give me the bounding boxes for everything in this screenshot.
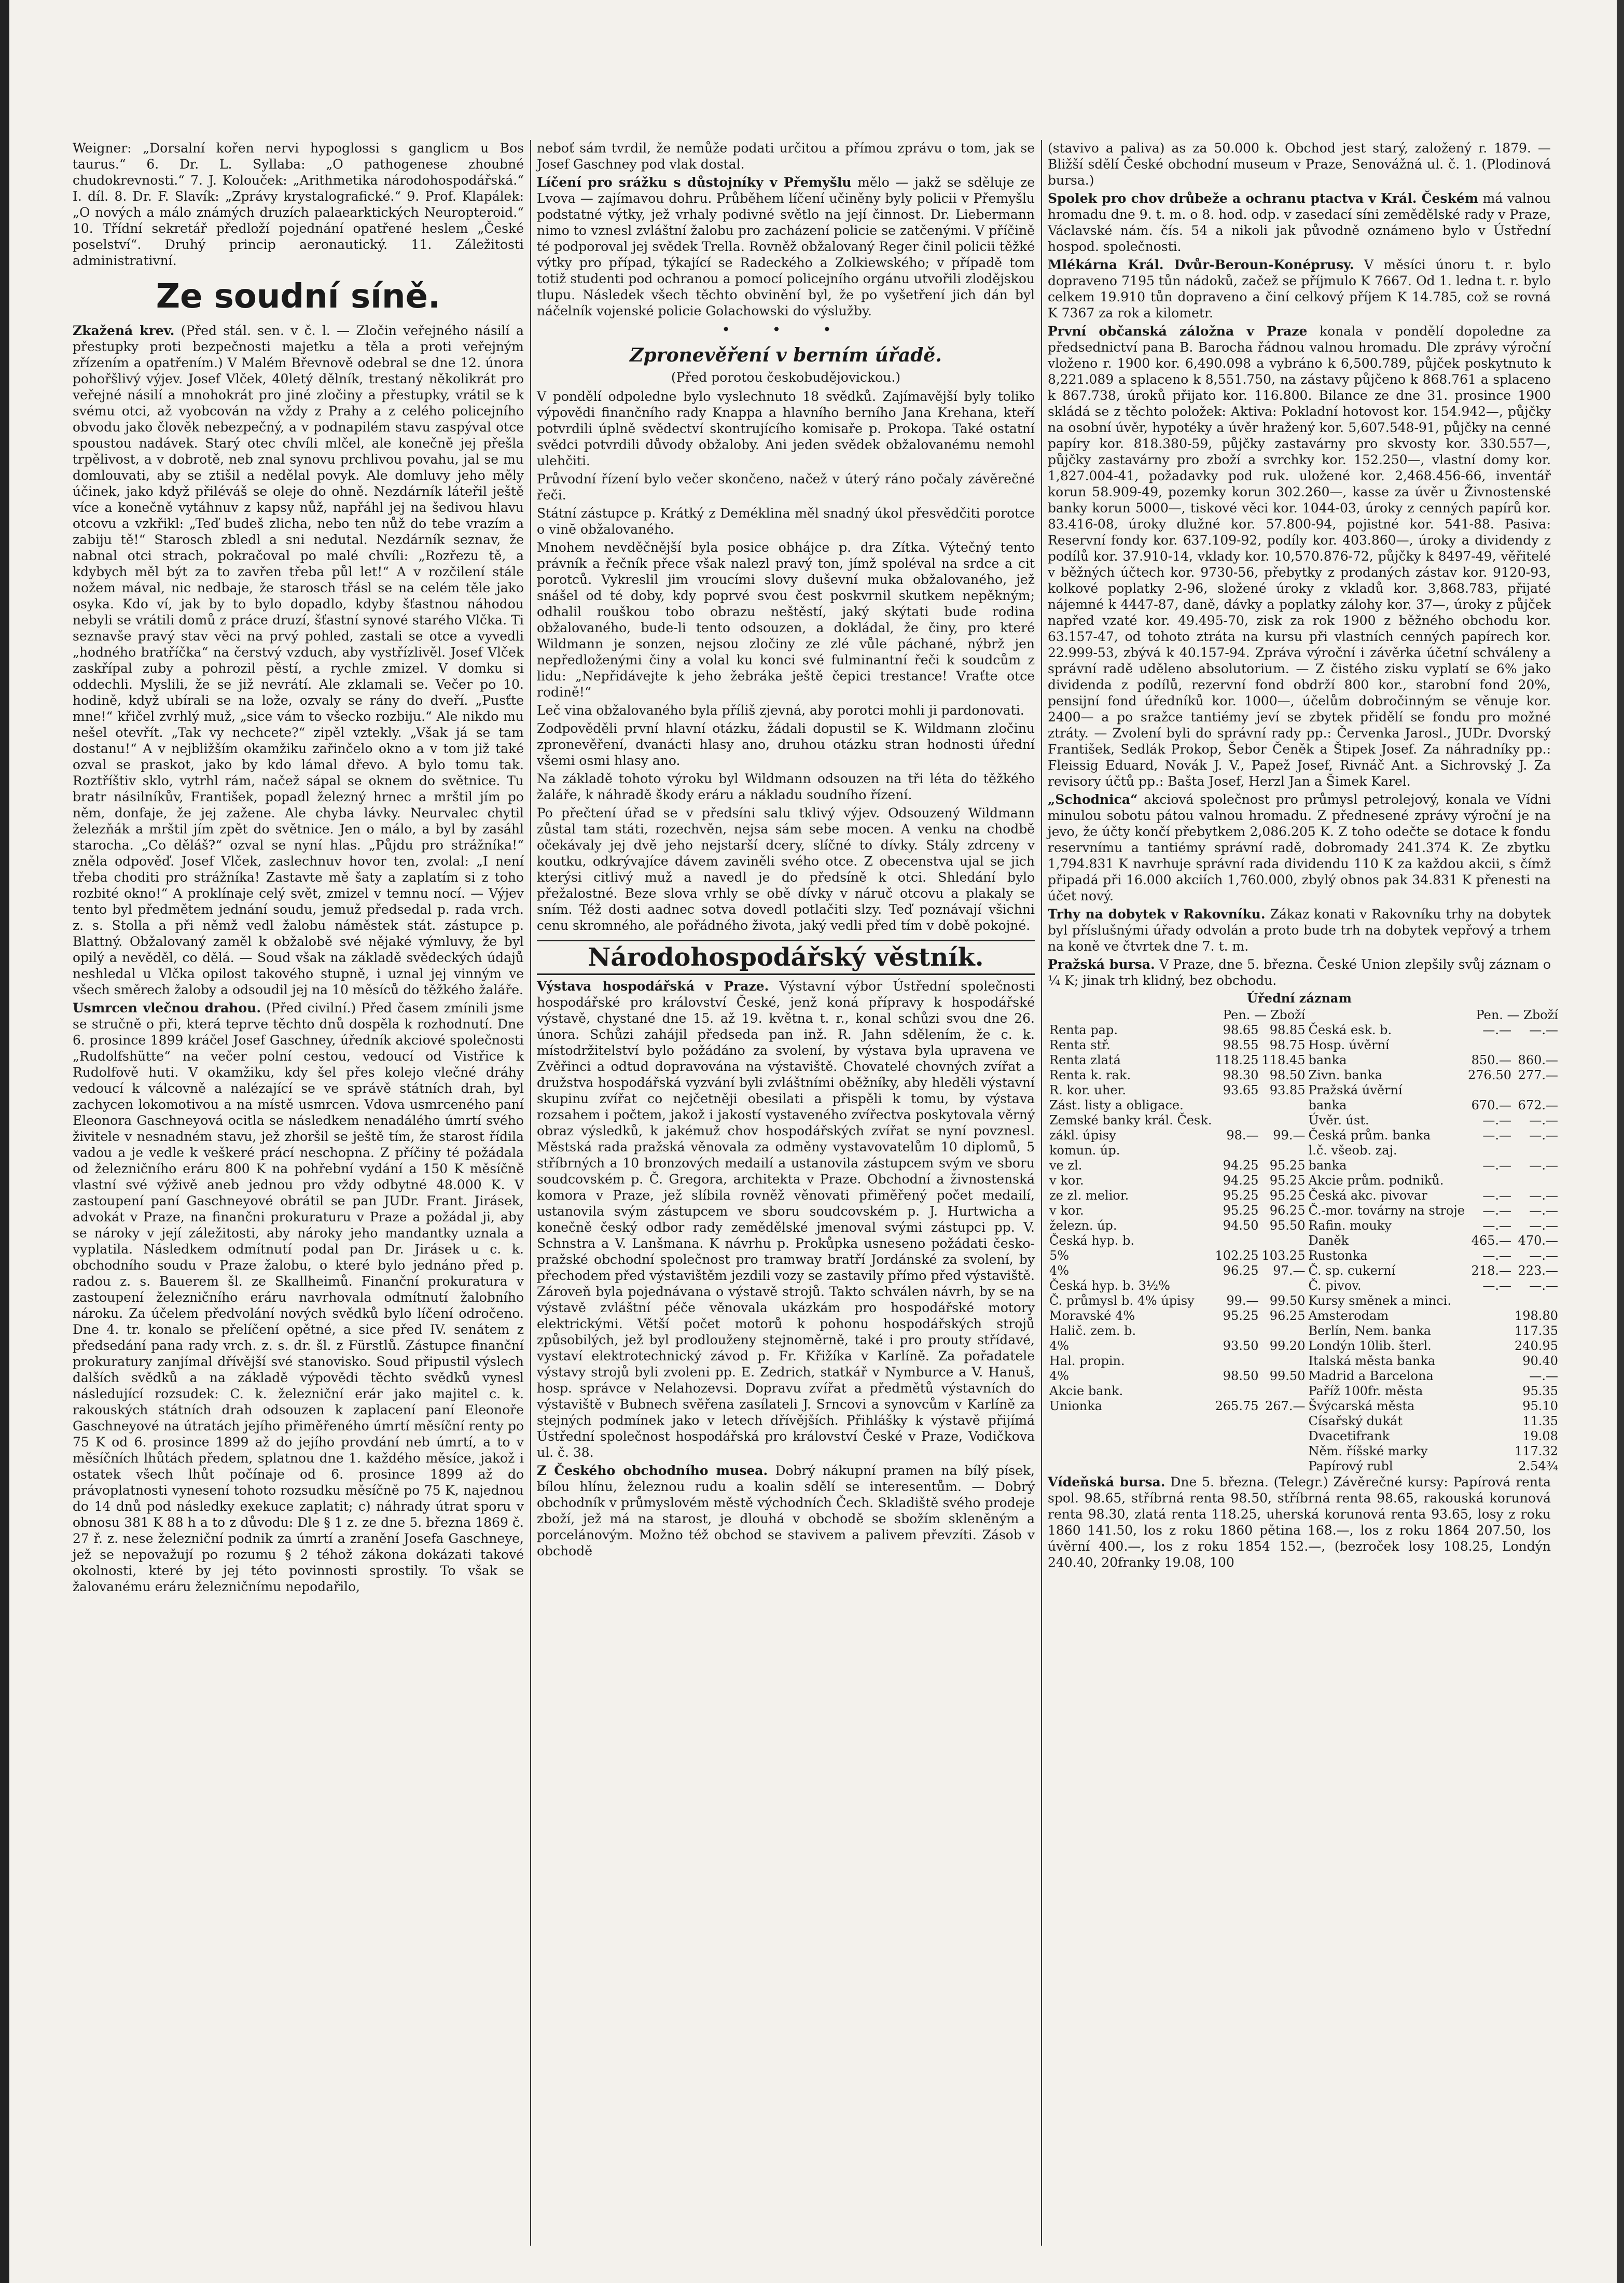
rates-cell: 11.35 (1522, 1414, 1558, 1428)
rates-cell: 94.50 (1223, 1218, 1259, 1233)
scan-right-edge (1617, 0, 1624, 2283)
rates-cell: 95.25 (1223, 1188, 1259, 1203)
rates-row (1048, 1203, 1560, 1218)
rates-row (1048, 1143, 1560, 1158)
rates-row (1048, 1429, 1560, 1444)
rates-cell: 99.— (1226, 1293, 1259, 1308)
rates-row (1048, 1293, 1560, 1308)
rates-cell: 102.25 (1215, 1248, 1259, 1263)
rates-cell (1466, 1444, 1513, 1459)
rates-cell: —.— (1529, 1218, 1558, 1233)
rates-cell: —.— (1529, 1369, 1558, 1383)
rates-cell: Zemské banky král. Česk. (1049, 1113, 1212, 1127)
rates-cell (1466, 1369, 1513, 1384)
rates-row (1048, 1113, 1560, 1128)
article-body: (Před civilní.) Před časem zmínili jsme se stručně o při, která teprve těchto dnů dospěla k rozhodnutí. Dne 6. prosince 1899 kráčel Josef Gaschney, úředník akciové společnosti „Rudolfshütte“ na večer polní cestou, vedoucí od Vistřice k Rudolfově huti. V okamžiku, kdy šel přes kolejo vlečné dráhy vedoucí k válcovně a nalézající se ve správě státních drah, byl zachycen lokomotivou a na místě usmrcen. Vdova usmrceného paní Eleonora Gaschneyová ocitla se následkem nenadálého úmrtí svého živitele v nesnadném stavu, jež zhoršil se ještě tím, že starost řídila vadou a je vedle k veškeré prácí neschopna. Z příčiny té požádala od železničního eráru 800 K na pohřební vydání a 150 K měsíčně vlastní své výživě aneb jednou pro vždy odbytné 48.000 K. V zastoupení paní Gaschneyové obrátil se pan JUDr. Frant. Jirásek, advokát v Praze, na finančni prokuraturu v Praze a požádal ji, aby se nároky v její záležitosti, aby nároky jeho mandantky uznala a vyplatila. Následkem odmítnutí podal pan Dr. Jirásek u c. k. obchodního soudu v Praze žalobu, o které bylo jednáno před p. radou z. s. Bauerem šl. ze Skallheimů. Finanční prokuratura v zastoupení železničního eráru navrhovala odmítnutí žalobního nároku. Za účelem předvolání nových svědků bylo líčení odročeno. Dne 4. tr. konalo se přelíčení opětné, a sice před IV. senátem z předsedání pana rady vrch. z. s. dr. šl. z Fürstlů. Zástupce finanční prokuratury zanjímal dřívější své stanovisko. Soud připustil výslech dalších svědků a na základě výpovědi těchto svědků vynesl následující rozsudek: C. k. železniční erár jako majitel c. k. rakouských státních drah odsouzen k zaplacení paní Eleonoře Gaschneyové na útratách jejího přiměřeného úmrtí měsíční renty po 75 K od 6. prosince 1899 až do jejího provdání neb úmrtí, a to v měsíčních lhůtách předem, splatnou dne 1. každého měsíce, jakož i ostatek všech lhůt počínaje od 6. prosince 1899 až do právoplatnosti vynesení tohoto rozsudku měsíčně po 75 K, najednou do 14 dnů pod následky exekuce zaplatit; c) náhrady útrat sporu v obnosu 381 K 88 h a to z důvodu: Dle § 1 z. ze dne 5. března 1869 č. 27 ř. z. nese železniční podnik za úmrtí a zranění Josefa Gaschneye, jež se nepovažují po rozumu § 2 téhož zákona dokázati takové okolnosti, které by jej této povinnosti sprostily. To však se žalovanému eráru železničnímu nepodařilo, (73, 1000, 524, 1594)
rates-cell: 103.25 (1261, 1248, 1306, 1263)
rates-cell: 118.45 (1261, 1053, 1306, 1067)
rates-cell: 118.25 (1215, 1053, 1259, 1067)
rates-cell: 94.25 (1223, 1173, 1259, 1188)
rates-cell: Italská města banka (1308, 1354, 1436, 1368)
rates-row (1048, 1278, 1560, 1293)
rates-cell: 670.— (1471, 1098, 1511, 1112)
article-continuation: (stavivo a paliva) as za 50.000 k. Obchod jest starý, založený r. 1879. — Bližší sdělí České obchodní museum v Praze, Senovážná ul. č. 1. (Plodinová bursa.) (1048, 141, 1551, 188)
rates-cell: 93.65 (1223, 1083, 1259, 1097)
rates-cell (1214, 1414, 1260, 1429)
rates-cell: —.— (1482, 1248, 1511, 1263)
rates-cell: —.— (1529, 1188, 1558, 1203)
rates-cell (1048, 1459, 1214, 1474)
rates-cell: Amsterodam (1308, 1308, 1389, 1323)
article-lead: Usmrcen vlečnou drahou. (73, 1000, 261, 1015)
rates-cell (1466, 1429, 1513, 1444)
rates-cell: 98.— (1226, 1128, 1259, 1143)
rates-table (1048, 1008, 1560, 1474)
article-lead: Z Českého obchodního musea. (537, 1463, 768, 1478)
article-body: (Před stál. sen. v č. l. — Zločin veřejného násilí a přestupky proti bezpečnosti majetku a těla a proti veřejným zřízením a opatřením.) V Malém Břevnově odebral se dne 12. února pohořšlivý výjev. Josef Vlček, 40letý dělník, trestaný několikrát pro veřejné násilí a mnohokrát pro jiné zločiny a přestupky, vrátil se k svému otci, až vyobcován na vždy z Prahy a z celého policejního obvodu jako člověk nebezpečný, a v podnapilém stavu zaspýval otce spoustou nadávek. Starý otec chvíli mlčel, ale konečně jej přešla trpělivost, a v dobrotě, neb znal synovu prchlivou povahu, jal se mu domlouvati, aby se ztišil a nedělal povyk. Ale domluvy jeho měly účinek, jako když přiléváš se oleje do ohně. Nezdárník láteřil ještě více a konečně vytáhnuv z kapsy nůž, napřáhl jej na šedivou hlavu otcovu a vzkřikl: „Teď budeš zlicha, nebo ten nůž do tebe vrazím a zabiju tě!“ Starosch zbledl a sni nedutal. Nezdárník seznav, že nabnal otci strach, pokračoval po malé chvíli: „Rozřezu tě, a kdybych měl být za to zavřen třeba půl let!“ A v rozčilení stále nožem mával, nic nedbaje, že starosch třásl se na celém těle jako osyka. Kdo ví, jak by to bylo dopadlo, kdyby šťastnou náhodou nebyli se vrátili domů z práce druzí, šťastní synové starého Vlčka. Ti seznavše pravý stav věci na prvý pohled, zastali se otce a vyvedli „hodného bratříčka“ na čerstvý vzduch, aby vystřízlivěl. Josef Vlček zaskřípal zuby a pohrozil pěstí, a rychle zmizel. V domku si oddechli. Myslili, že se již nevrátí. Ale zklamali se. Večer po 10. hodině, když ubírali se na lože, ozvaly se rány do dveří. „Pusťte mne!“ křičel zvrhlý muž, „sice vám to všecko rozbiju.“ Ale nikdo mu nešel otevřít. „Tak vy nechcete?“ zipěl vztekly. „Však já se tam dostanu!“ A v nejbližším okamžiku zařinčelo okno a v tom již také ozval se praskot, jako by kdo lámal dřevo. A bylo tomu tak. Roztříštiv sklo, vytrhl rám, načež sápal se oknem do světnice. Tu bratr násilníkův, František, popadl železný hrnec a mrštil jím po něm, donfaje, že jej zažene. Ale chyba lávky. Neurvalec chytil železňák a mrštil jím zpět do světnice. Jen o málo, a byl by zasáhl starocha. „Co děláš?“ ozval se nyní hlas. „Půjdu pro strážníka!“ zněla odpověď. Josef Vlček, zaslechnuv hovor ten, zvolal: „I není třeba choditi pro strážníka! Zastavte mě šaty a zaplatím si z toho rozbité okno!“ A proklínaje celý svět, zmizel v temnu nocí. — Výjev tento byl předmětem jednání soudu, jemuž předsedal p. rada vrch. z. s. Stolla a při němž vedl žalobu náměstek stát. zástupce p. Blattný. Obžalovaný zaměl k obžalobě své nějaké výmluvy, že byl opilý a nevěděl, co dělá. — Soud však na základě svědeckých údajů neshledal u Vlčka opilost takového stupně, i uznal jej vinným ve všech směrech žaloby a odsoudil jej na 10 měsíců do těžkého žaláře. (73, 323, 524, 997)
rates-row (1048, 1248, 1560, 1263)
column-rule (1041, 140, 1042, 2246)
rates-cell (1214, 1429, 1260, 1444)
rates-cell (1214, 1459, 1260, 1474)
rates-cell: banka (1308, 1053, 1347, 1067)
rates-cell: Zást. listy a obligace. (1049, 1098, 1184, 1112)
rates-cell: —.— (1529, 1158, 1558, 1173)
rates-cell: 117.32 (1515, 1444, 1558, 1458)
rates-cell: Č. sp. cukerní (1308, 1263, 1396, 1278)
rates-cell: ve zl. (1049, 1158, 1082, 1173)
rates-cell: Renta zlatá (1049, 1053, 1121, 1067)
article-lead: Zkažená krev. (73, 323, 175, 338)
rates-cell: Madrid a Barcelona (1308, 1369, 1434, 1383)
rates-cell: 223.— (1518, 1263, 1558, 1278)
rates-cell (1048, 1429, 1214, 1444)
rates-row (1048, 1038, 1560, 1053)
article-lead: Trhy na dobytek v Rakovníku. (1048, 907, 1266, 922)
rates-cell: Unionka (1049, 1399, 1103, 1413)
article-lead: „Schodnica“ (1048, 792, 1138, 807)
rates-cell: 99.50 (1269, 1293, 1306, 1308)
separator-stars: • • • (721, 321, 850, 338)
rates-cell: 19.08 (1522, 1429, 1558, 1443)
rates-cell: 267.— (1265, 1399, 1306, 1413)
rates-cell: 265.75 (1215, 1399, 1259, 1413)
rates-cell: 4% (1049, 1263, 1070, 1278)
rates-cell: komun. úp. (1049, 1143, 1120, 1158)
rates-cell (1260, 1354, 1307, 1369)
rates-cell: Švýcarská města (1308, 1399, 1415, 1413)
article-zalozna (1048, 323, 1551, 789)
article-videnska-bursa (1048, 1474, 1551, 1570)
article-lead: Pražská bursa. (1048, 957, 1155, 972)
article-prazska-bursa (1048, 956, 1551, 989)
rates-cell: 95.25 (1223, 1203, 1259, 1218)
rates-cell (1513, 1143, 1560, 1158)
rates-row (1048, 1083, 1560, 1098)
rates-cell: Rustonka (1308, 1248, 1368, 1263)
rates-cell: banka (1308, 1158, 1347, 1173)
rates-cell (1260, 1278, 1307, 1293)
rates-header-row (1048, 1008, 1560, 1023)
rates-cell (1466, 1354, 1513, 1369)
scan-left-edge (0, 0, 9, 2283)
article-body: akciová společnost pro průmysl petrolejový, konala ve Vídni minulou sobotu pátou valnou hromadu. Z přednesené zprávy výroční je na jevo, že účty končí přebytkem 2,086.205 K. Z toho odečte se dotace k fondu reservnímu a tantiémy správní radě, dobromady 241.374 K. Ze zbytku 1,794.831 K navrhuje správní rada dividendu 110 K za každou akcii, s čímž připadá při 16.000 akciích 1,760.000, zbylý obnos pak 34.831 K přenesti na účet nový. (1048, 792, 1551, 903)
rates-cell: l.č. všeob. zaj. (1308, 1143, 1397, 1158)
rates-cell: 93.50 (1223, 1339, 1259, 1353)
rates-row (1048, 1098, 1560, 1113)
heading-zpronevereni: Zpronevěření v berním úřadě. (630, 344, 942, 366)
article-body: má valnou hromadu dne 9. t. m. o 8. hod. odp. v zasedací síni zemědělské rady v Praze, Václavské nám. čís. 54 a nikoli jak původně oznámeno bylo v Ústřední hospod. společnosti. (1048, 191, 1551, 254)
rates-cell: 96.25 (1269, 1308, 1306, 1323)
rates-cell (1260, 1384, 1307, 1399)
rates-row (1048, 1188, 1560, 1203)
rates-cell: 95.25 (1269, 1188, 1306, 1203)
rates-cell: Londýn 10lib. šterl. (1308, 1339, 1432, 1353)
paragraph: Průvodní řízení bylo večer skončeno, načež v úterý ráno počaly závěrečné řeči. (537, 471, 1035, 503)
article-body: Výstavní výbor Ústřední společnosti hospodářské pro království České, jenž koná přípravy k hospodářské výstavě, chystané dne 15. až 19. května t. r., konal schůzi svou dne 26. února. Schůzi zahájil předseda pan inž. R. Jahn sdělením, že c. k. místodržitelství bylo požádáno za svolení, by výstava byla upravena ve Zvěřinci a odtud dopravována na výstaviště. Chovatelé chovných zvířat a družstva hospodářská vyzvání byli zvláštními oběžníky, aby hleděli výstavní skupinu zvířat co nejčetněji obesilati a přispěli k tomu, by výstava rozsahem i počtem, jakož i jakostí vystaveného zvířectva poskytovala věrný obraz výsledků, k jakémuž chov hospodářských zvířat se nyní povznesl. Městská rada pražská věnovala za odměny vystavovatelům 10 diplomů, 5 stříbrných a 10 bronzových medailí a ustanovila zástupcem svým ve sboru soudcovském p. Č. Gregora, architekta v Praze. Obchodní a živnostenská komora v Praze, jež slíbila rovněž věnovati přiměřený počet medailí, ustanovila svým zástupcem ve sboru soudcovském p. J. Hurtwicha a konečně český odbor rady zemědělské jmenoval svými zástupci pp. V. Schnstra a V. Lanšmana. K návrhu p. Prokůpka usneseno požádati česko-pražské obchodní společnost pro tramway bratří Jordánské za svolení, by přechodem před výstavištěm jezdili vozy se zastavily přímo před výstaviště. Zároveň byla pojednávana o výstavě strojů. Takto schválen návrh, by se na výstavě zvláštní péče věnovala ukázkám pro hospodářské motory elektrickými. Větší počet motorů k pohonu hospodářských strojů způsobilých, jež byl prodlouženy stejnoměrně, také i pro prouty střídavé, vystaví elektrotechnický závod p. Fr. Křižíka v Karlíně. Za pořadatele výstavy strojů byli zvoleni pp. E. Zedrich, statkář v Nymburce a V. Hanuš, hosp. správce v Nelahozevsi. Dopravu zvířat a předmětů výstavních do výstaviště v Bubnech svěřena zasílateli J. Srncovi a synovcům v Karlíně za stejných podmínek jako v letech dřívějších. Přihlášky k výstavě přijímá Ústřední společnost hospodářská pro království České v Praze, Vodičkova ul. č. 38. (537, 979, 1035, 1460)
paragraph: Mnohem nevděčnější byla posice obhájce p. dra Zítka. Výtečný tento právník a řečník přece však nalezl pravý ton, jímž spoléval na srdce a cit porotců. Vykreslil jim vroucími slovy duševní muka obžalovaného, jež snášel od té doby, kdy poprvé svou čest poskvrnil skutkem nepěkným; odhalil rouškou tobo obrazu neštěstí, jaký skýtati bude rodina obžalovaného, bude-li tento odsouzen, a dokládal, že činy, pro které Wildmann je sonzen, nejsou zločiny ze zlé vůle páchané, nýbrž jen nepředloženými činy a volal ku konci své fulminantní řeči k soudcům z lidu: „Nepřidávejte k jeho žebráka ještě čepici trestance! Vraťte otce rodině!“ (537, 540, 1035, 700)
rates-row (1048, 1068, 1560, 1083)
rates-cell: Moravské 4% (1049, 1308, 1135, 1323)
rates-cell: 95.25 (1269, 1158, 1306, 1173)
rates-cell (1466, 1324, 1513, 1339)
rates-cell: 94.25 (1223, 1158, 1259, 1173)
article-mlekarna (1048, 257, 1551, 321)
article-continuation: neboť sám tvrdil, že nemůže podati určitou a přímou zprávu o tom, jak se Josef Gaschney pod vlak dostal. (537, 141, 1035, 172)
rates-cell: banka (1308, 1098, 1347, 1112)
newspaper-page (73, 140, 1558, 2256)
rates-cell: Zivn. banka (1308, 1068, 1383, 1082)
rates-cell: Renta stř. (1049, 1038, 1111, 1052)
article-usmrcen (73, 1000, 524, 1595)
rates-cell: 95.25 (1223, 1308, 1259, 1323)
rates-cell: 98.75 (1269, 1038, 1306, 1052)
rates-cell (1466, 1384, 1513, 1399)
rates-cell (1260, 1324, 1307, 1339)
rates-cell: Něm. říšské marky (1308, 1444, 1428, 1458)
rates-cell: Papírový rubl (1308, 1459, 1393, 1473)
rates-row (1048, 1023, 1560, 1038)
rates-cell (1260, 1444, 1307, 1459)
rates-cell: 98.55 (1223, 1038, 1259, 1052)
rates-row (1048, 1354, 1560, 1369)
article-body: Zákaz konati v Rakovníku trhy na dobytek byl příslušnými úřady odvolán a proto bude trh na dobytek vepřový a trhem na koně ve čtvrtek dne 7. t. m. (1048, 907, 1551, 954)
rates-cell: Česká esk. b. (1308, 1023, 1392, 1037)
rates-cell (1214, 1113, 1260, 1128)
rates-cell: 276.50 (1468, 1068, 1511, 1082)
rates-cell: —.— (1482, 1128, 1511, 1143)
article-lead: První občanská záložna v Praze (1048, 324, 1308, 339)
rates-cell (1466, 1038, 1513, 1053)
rates-cell: 98.50 (1269, 1068, 1306, 1082)
rates-cell: Česká akc. pivovar (1308, 1188, 1427, 1203)
rates-cell (1260, 1459, 1307, 1474)
rates-row (1048, 1324, 1560, 1339)
article-lead: Spolek pro chov drůbeže a ochranu ptactva v Král. Českém (1048, 191, 1479, 206)
rates-cell (1466, 1339, 1513, 1354)
rates-cell (1260, 1429, 1307, 1444)
rates-cell: Renta k. rak. (1049, 1068, 1131, 1082)
article-body: Dne 5. března. (Telegr.) Závěrečné kursy: Papírová renta spol. 98.65, stříbrná renta 98.50, stříbrná renta 98.65, rakouská korunová renta 98.30, zlatá renta 118.25, uherská korunová renta 93.65, losy z roku 1860 141.50, los z roku 1860 pětina 168.—, los z roku 1864 207.50, los úvěrní 400.—, los z roku 1854 152.—, (bezroček losy 108.25, Londýn 240.40, 20franky 19.08, 100 (1048, 1474, 1551, 1570)
subheading-porota: (Před porotou českobudějovickou.) (671, 370, 901, 385)
rates-cell: Č.-mor. továrny na stroje (1308, 1203, 1465, 1218)
article-body: konala v pondělí dopoledne za předsednictví pana B. Barocha řádnou valnou hromadu. Dle zprávy výroční vloženo r. 1900 kor. 6,490.098 a vybráno k 6,500.789, půjček poskytnuto k 8,221.089 a splaceno k 8,551.750, na zástavy půjčeno k 868.761 a splaceno k 867.738, úroků přijato kor. 116.800. Bilance ze dne 31. prosince 1900 skládá se z těchto položek: Aktiva: Pokladní hotovost kor. 154.942—, půjčky na osobní úvěr, hypotéky a úvěr hražený kor. 5,607.548-91, půjčky na cenné papíry kor. 818.380-59, půjčky zastavárny pro skvosty kor. 330.557—, půjčky zastavárny pro zboží a svrchky kor. 152.250—, vlastní domy kor. 1,827.004-41, požadavky pod ruk. uložené kor. 2,468.456-66, inventář korun 58.909-49, pozemky korun 302.260—, kasse za úvěr u Živnostenské banky korun 5000—, tiskové věci kor. 1044-03, úroky z cenných papírů kor. 83.416-08, úroky dlužné kor. 57.800-94, pojistné kor. 541-88. Pasiva: Reservní fondy kor. 637.109-92, podíly kor. 403.860—, úroky a dividendy z podílů kor. 37.910-14, vklady kor. 10,570.876-72, půjčky k 8497-49, věřitelé v běžných účtech kor. 9730-56, přebytky z prodaných zástav kor. 9120-93, kolkové poplatky 2-96, složené úroky z vkladů kor. 3,868.783, přijaté nájemné k 4447-87, daně, dávky a poplatky zálohy kor. 37—, úroky z půjček napřed vzaté kor. 49.495-70, zisk za rok 1900 z běžného obchodu kor. 63.157-47, od tohoto ztráta na kursu při vlastních cenných papírech kor. 22.999-53, zbývá k 40.157-94. Zpráva výroční i závěrka účetní schváleny a správní radě uděleno absolutorium. — Z čistého zisku vyplatí se 6% jako dividenda z podílů, rezervní fond obdrží 800 kor., starobní fond 20%, pensijní fond úředníků kor. 1000—, účelům dobročinným se věnuje kor. 2400— a po sražce tantiémy jeví se zbytek přidělí se fondu pro možné ztráty. — Zvolení byli do správní rady pp.: Červenka Jarosl., JUDr. Dvorský František, Sedlák Prokop, Šebor Čeněk a Štipek Josef. Za náhradníky pp.: Fleissig Eduard, Novák J. V., Papež Josef, Rivnáč Ant. a Sichrovský J. Za revisory účtů pp.: Bašta Josef, Herzl Jan a Šimek Karel. (1048, 324, 1551, 789)
rates-cell (1260, 1414, 1307, 1429)
rates-cell: 860.— (1518, 1053, 1558, 1067)
article-lead: Líčení pro srážku s důstojníky v Přemyšlu (537, 175, 852, 190)
rates-cell: železn. úp. (1049, 1218, 1117, 1233)
rates-cell (1214, 1143, 1260, 1158)
rates-cell: Česká prům. banka (1308, 1128, 1431, 1143)
rates-row (1048, 1399, 1560, 1414)
paragraph: Na základě tohoto výroku byl Wildmann odsouzen na tři léta do těžkého žaláře, k náhradě škody eráru a nákladu soudního řízení. (537, 771, 1035, 802)
rates-row (1048, 1053, 1560, 1068)
rates-cell: Hal. propin. (1049, 1354, 1125, 1368)
rates-cell: —.— (1529, 1128, 1558, 1143)
rates-cell (1214, 1444, 1260, 1459)
rates-cell: 99.50 (1269, 1369, 1306, 1383)
section-heading-court: Ze soudní síně. (156, 277, 441, 316)
paragraph: Po přečtení úřad se v předsíni salu tklivý výjev. Odsouzený Wildmann zůstal tam státi, rozechvěn, nejsa sám sebe mocen. A venku na chodbě očekávaly jej dvě jeho nejstarší dcery, slíčné to dívky. Stály zdrceny v koutku, odkrývajíce dávem zaviněli svého otce. Z obecenstva ujal se jich kterýsi citlivý muž a navedl je do předsíně k otci. Shledání bylo přežalostné. Beze slova vrhly se obě dívky v náruč otcovu a plakaly se sním. Též dosti aadnec sotva dovedl potlačiti slzy. Teď poznávají všichni cenu skromného, ale pořádného života, jaký vedli před tím v době pokojné. (537, 805, 1035, 933)
article-premysl (537, 174, 1035, 319)
article-lead: Výstava hospodářská v Praze. (537, 979, 769, 994)
rates-cell: 117.35 (1515, 1324, 1558, 1338)
rates-row (1048, 1128, 1560, 1143)
rates-cell: 95.10 (1522, 1399, 1558, 1413)
column-2 (537, 140, 1035, 1561)
rates-cell: —.— (1482, 1158, 1511, 1173)
article-lead: Mlékárna Král. Dvůr-Beroun-Konéprusy. (1048, 257, 1354, 272)
rates-cell (1513, 1173, 1560, 1188)
rates-cell: 240.95 (1515, 1339, 1558, 1353)
rates-cell: Rafin. mouky (1308, 1218, 1392, 1233)
rates-cell (1214, 1354, 1260, 1369)
rates-cell: 98.50 (1223, 1369, 1259, 1383)
rates-row (1048, 1369, 1560, 1384)
paragraph: Leč vina obžalovaného byla příliš zjevná, aby porotci mohli ji pardonovati. (537, 703, 1024, 718)
paragraph: Zodpověděli první hlavní otázku, žádali dopustil se K. Wildmann zločinu zpronevěření, dvanácti hlasy ano, druhou otázku stran hodnosti úřední všemi osmi hlasy ano. (537, 721, 1035, 768)
rates-cell: zákl. úpisy (1049, 1128, 1116, 1143)
rates-title: Úřední záznam (1247, 991, 1352, 1006)
rates-cell: Císařský dukát (1308, 1414, 1403, 1428)
rates-cell (1466, 1308, 1513, 1324)
rates-cell: Paříž 100fr. města (1308, 1384, 1423, 1398)
rates-cell: Pražská úvěrní (1308, 1083, 1403, 1097)
rates-cell: 850.— (1471, 1053, 1511, 1067)
rates-row (1048, 1339, 1560, 1354)
rates-cell: 4% (1049, 1369, 1070, 1383)
rates-cell: 98.85 (1269, 1023, 1306, 1037)
rates-header: Pen. — Zboží (1223, 1008, 1306, 1022)
article-rakovnik (1048, 906, 1551, 954)
rates-cell (1260, 1233, 1307, 1248)
rates-cell (1466, 1083, 1513, 1098)
academy-intro: Weigner: „Dorsalní kořen nervi hypoglossi s ganglicm u Bos taurus.“ 6. Dr. L. Syllaba: „O pathogenese zhoubné chudokrevnosti.“ 7. J. Kolouček: „Arithmetika národohospodářská.“ I. díl. 8. Dr. F. Slavík: „Zprávy krystalografické.“ 9. Prof. Klapálek: „O nových a málo známých druzích palaearktických Neuropteroid.“ 10. Třídní sekretář předloží pojednání opatřené heslem „České poselství“. Druhý princip aeronautický. 11. Záležitosti administrativní. (73, 141, 524, 268)
rates-cell: —.— (1482, 1023, 1511, 1037)
rates-cell (1513, 1083, 1560, 1098)
rates-cell: 97.— (1273, 1263, 1306, 1278)
rates-cell: Česká hyp. b. 3½% (1049, 1278, 1170, 1293)
rates-cell (1214, 1384, 1260, 1399)
rates-cell (1513, 1038, 1560, 1053)
rates-body (1048, 1023, 1560, 1474)
rates-cell: Akcie bank. (1049, 1384, 1123, 1398)
rates-cell: 4% (1049, 1339, 1070, 1353)
rates-cell: —.— (1529, 1203, 1558, 1218)
rates-cell: 218.— (1471, 1263, 1511, 1278)
article-lead: Vídeňská bursa. (1048, 1474, 1165, 1489)
rates-cell: —.— (1482, 1113, 1511, 1127)
rates-cell: Úvěr. úst. (1308, 1113, 1369, 1127)
rates-cell: Hosp. úvěrní (1308, 1038, 1390, 1052)
column-3 (1048, 140, 1558, 1572)
rates-cell: —.— (1529, 1023, 1558, 1037)
rates-cell: —.— (1529, 1248, 1558, 1263)
rates-row (1048, 1263, 1560, 1278)
article-vystava (537, 978, 1035, 1460)
rates-row (1048, 1158, 1560, 1173)
column-1 (73, 140, 524, 1597)
rates-cell (1466, 1293, 1513, 1308)
rates-cell: 672.— (1518, 1098, 1558, 1112)
rates-cell (1260, 1143, 1307, 1158)
rates-cell: Kursy směnek a minci. (1308, 1293, 1451, 1308)
rates-cell: v kor. (1049, 1203, 1084, 1218)
rates-cell: Akcie prům. podniků. (1308, 1173, 1444, 1188)
rates-cell (1214, 1324, 1260, 1339)
article-body: mělo — jakž se sděluje ze Lvova — zajímavou dohru. Průběhem líčení učiněny byly policii v Přemyšlu podstatné výtky, jež vrhaly podivné světlo na její činnost. Dr. Liebermann nimo to vznesl zvláštní žalobu pro zacházení policie se zatčenými. V příčině té podporoval jej svědek Trella. Rovněž obžalovaný Reger činil policii těžké výtky pro případ, týkající se Radeckého a Zolkiewského; v případě tom totiž studenti pod ochranou a pomocí policejního orgánu utvořili zlodějskou tlupu. Následek všech těchto obvinění byl, že po vyšetření jich dán byl náčelník vojenské policie Golachowski do výslužby. (537, 175, 1035, 318)
rates-row (1048, 1233, 1560, 1248)
rates-cell: 96.25 (1223, 1263, 1259, 1278)
rates-cell: 90.40 (1522, 1354, 1558, 1368)
rates-cell: 93.85 (1269, 1083, 1306, 1097)
rates-cell (1260, 1098, 1307, 1113)
article-body: Dobrý nákupní pramen na bílý písek, bílou hlínu, železnou rudu a koalin sdělí se interesentům. — Dobrý obchodník v průmyslovém městě východních Čech. Skladiště svého prodeje zboží, jež má na starost, je dlouhá v obchodě se sbožím skleněným a porcelánovým. Možno též obchod se stavivem a palivem převzíti. Zásob v obchodě (537, 1463, 1035, 1558)
article-body: V měsíci únoru t. r. bylo dopraveno 7195 tůn nádoků, začež se příjmulo K 7667. Od 1. ledna t. r. bylo celkem 19.910 tůn dopraveno a činí celkový příjem K 14.785, což se rovná K 7367 za rok a kilometr. (1048, 257, 1551, 321)
rates-cell: —.— (1529, 1113, 1558, 1127)
rates-cell: 5% (1049, 1248, 1070, 1263)
rates-cell: Renta pap. (1049, 1023, 1118, 1037)
rates-cell (1214, 1233, 1260, 1248)
article-schodnica (1048, 791, 1551, 904)
rates-cell (1048, 1444, 1214, 1459)
rates-cell: Halič. zem. b. (1049, 1324, 1136, 1338)
paragraph: V pondělí odpoledne bylo vyslechnuto 18 svědků. Zajímavější byly toliko výpovědi finančního rady Knappa a hlavního berního Jana Krehana, kteří potvrdili úplně svědectví skontrujícího komisaře p. Prokopa. Také ostatní svědci potvrdili důvody obžaloby. Ani jeden svědek obžalovanému nemohl ulehčiti. (537, 389, 1035, 468)
rates-cell (1466, 1399, 1513, 1414)
rates-cell: 95.25 (1269, 1173, 1306, 1188)
rates-cell: R. kor. uher. (1049, 1083, 1126, 1097)
rates-cell (1513, 1293, 1560, 1308)
rates-row (1048, 1414, 1560, 1429)
rates-cell (1048, 1414, 1214, 1429)
paragraph: Státní zástupce p. Krátký z Deméklina měl snadný úkol přesvědčiti porotce o vinĕ obžalovaného. (537, 506, 1035, 537)
heading-narodohospodarsky: Národohospodářský věstník. (537, 940, 1035, 975)
article-body: V Praze, dne 5. března. České Union zlepšily svůj záznam o ¼ K; jinak trh klidný, bez obchodu. (1048, 957, 1551, 988)
rates-cell: ze zl. melior. (1049, 1188, 1129, 1203)
rates-cell: —.— (1482, 1278, 1511, 1293)
rates-cell (1466, 1143, 1513, 1158)
rates-cell: 470.— (1518, 1233, 1558, 1248)
rates-cell (1466, 1414, 1513, 1429)
rates-row (1048, 1384, 1560, 1399)
rates-cell: —.— (1482, 1218, 1511, 1233)
rates-cell: Česká hyp. b. (1049, 1233, 1134, 1248)
rates-row (1048, 1444, 1560, 1459)
rates-cell (1214, 1278, 1260, 1293)
rates-cell: Č. pivov. (1308, 1278, 1362, 1293)
rates-cell: 99.— (1273, 1128, 1306, 1143)
rates-cell: 98.30 (1223, 1068, 1259, 1082)
rates-cell: —.— (1529, 1278, 1558, 1293)
rates-header: Pen. — Zboží (1476, 1008, 1558, 1022)
rates-cell: Č. průmysl b. 4% úpisy (1049, 1293, 1195, 1308)
rates-cell: —.— (1482, 1188, 1511, 1203)
rates-cell: 95.50 (1269, 1218, 1306, 1233)
rates-cell: —.— (1482, 1203, 1511, 1218)
rates-row (1048, 1308, 1560, 1324)
article-museum (537, 1463, 1035, 1559)
rates-cell (1214, 1098, 1260, 1113)
rates-cell: Berlín, Nem. banka (1308, 1324, 1432, 1338)
article-spolek (1048, 190, 1551, 255)
rates-cell: 198.80 (1515, 1308, 1558, 1323)
rates-cell: 465.— (1471, 1233, 1511, 1248)
rates-cell: 2.54¾ (1518, 1459, 1558, 1473)
rates-cell (1466, 1459, 1513, 1474)
rates-cell: 99.20 (1269, 1339, 1306, 1353)
rates-cell: Daněk (1308, 1233, 1349, 1248)
rates-cell: 95.35 (1522, 1384, 1558, 1398)
rates-cell (1260, 1113, 1307, 1128)
rates-cell (1466, 1173, 1513, 1188)
rates-cell: Dvacetifrank (1308, 1429, 1390, 1443)
rates-row (1048, 1459, 1560, 1474)
column-rule (530, 140, 531, 2246)
rates-row (1048, 1173, 1560, 1188)
rates-row (1048, 1218, 1560, 1233)
rates-cell: 96.25 (1269, 1203, 1306, 1218)
article-zkazena-krev (73, 323, 524, 998)
rates-cell: v kor. (1049, 1173, 1084, 1188)
rates-cell: 277.— (1518, 1068, 1558, 1082)
rates-cell: 98.65 (1223, 1023, 1259, 1037)
